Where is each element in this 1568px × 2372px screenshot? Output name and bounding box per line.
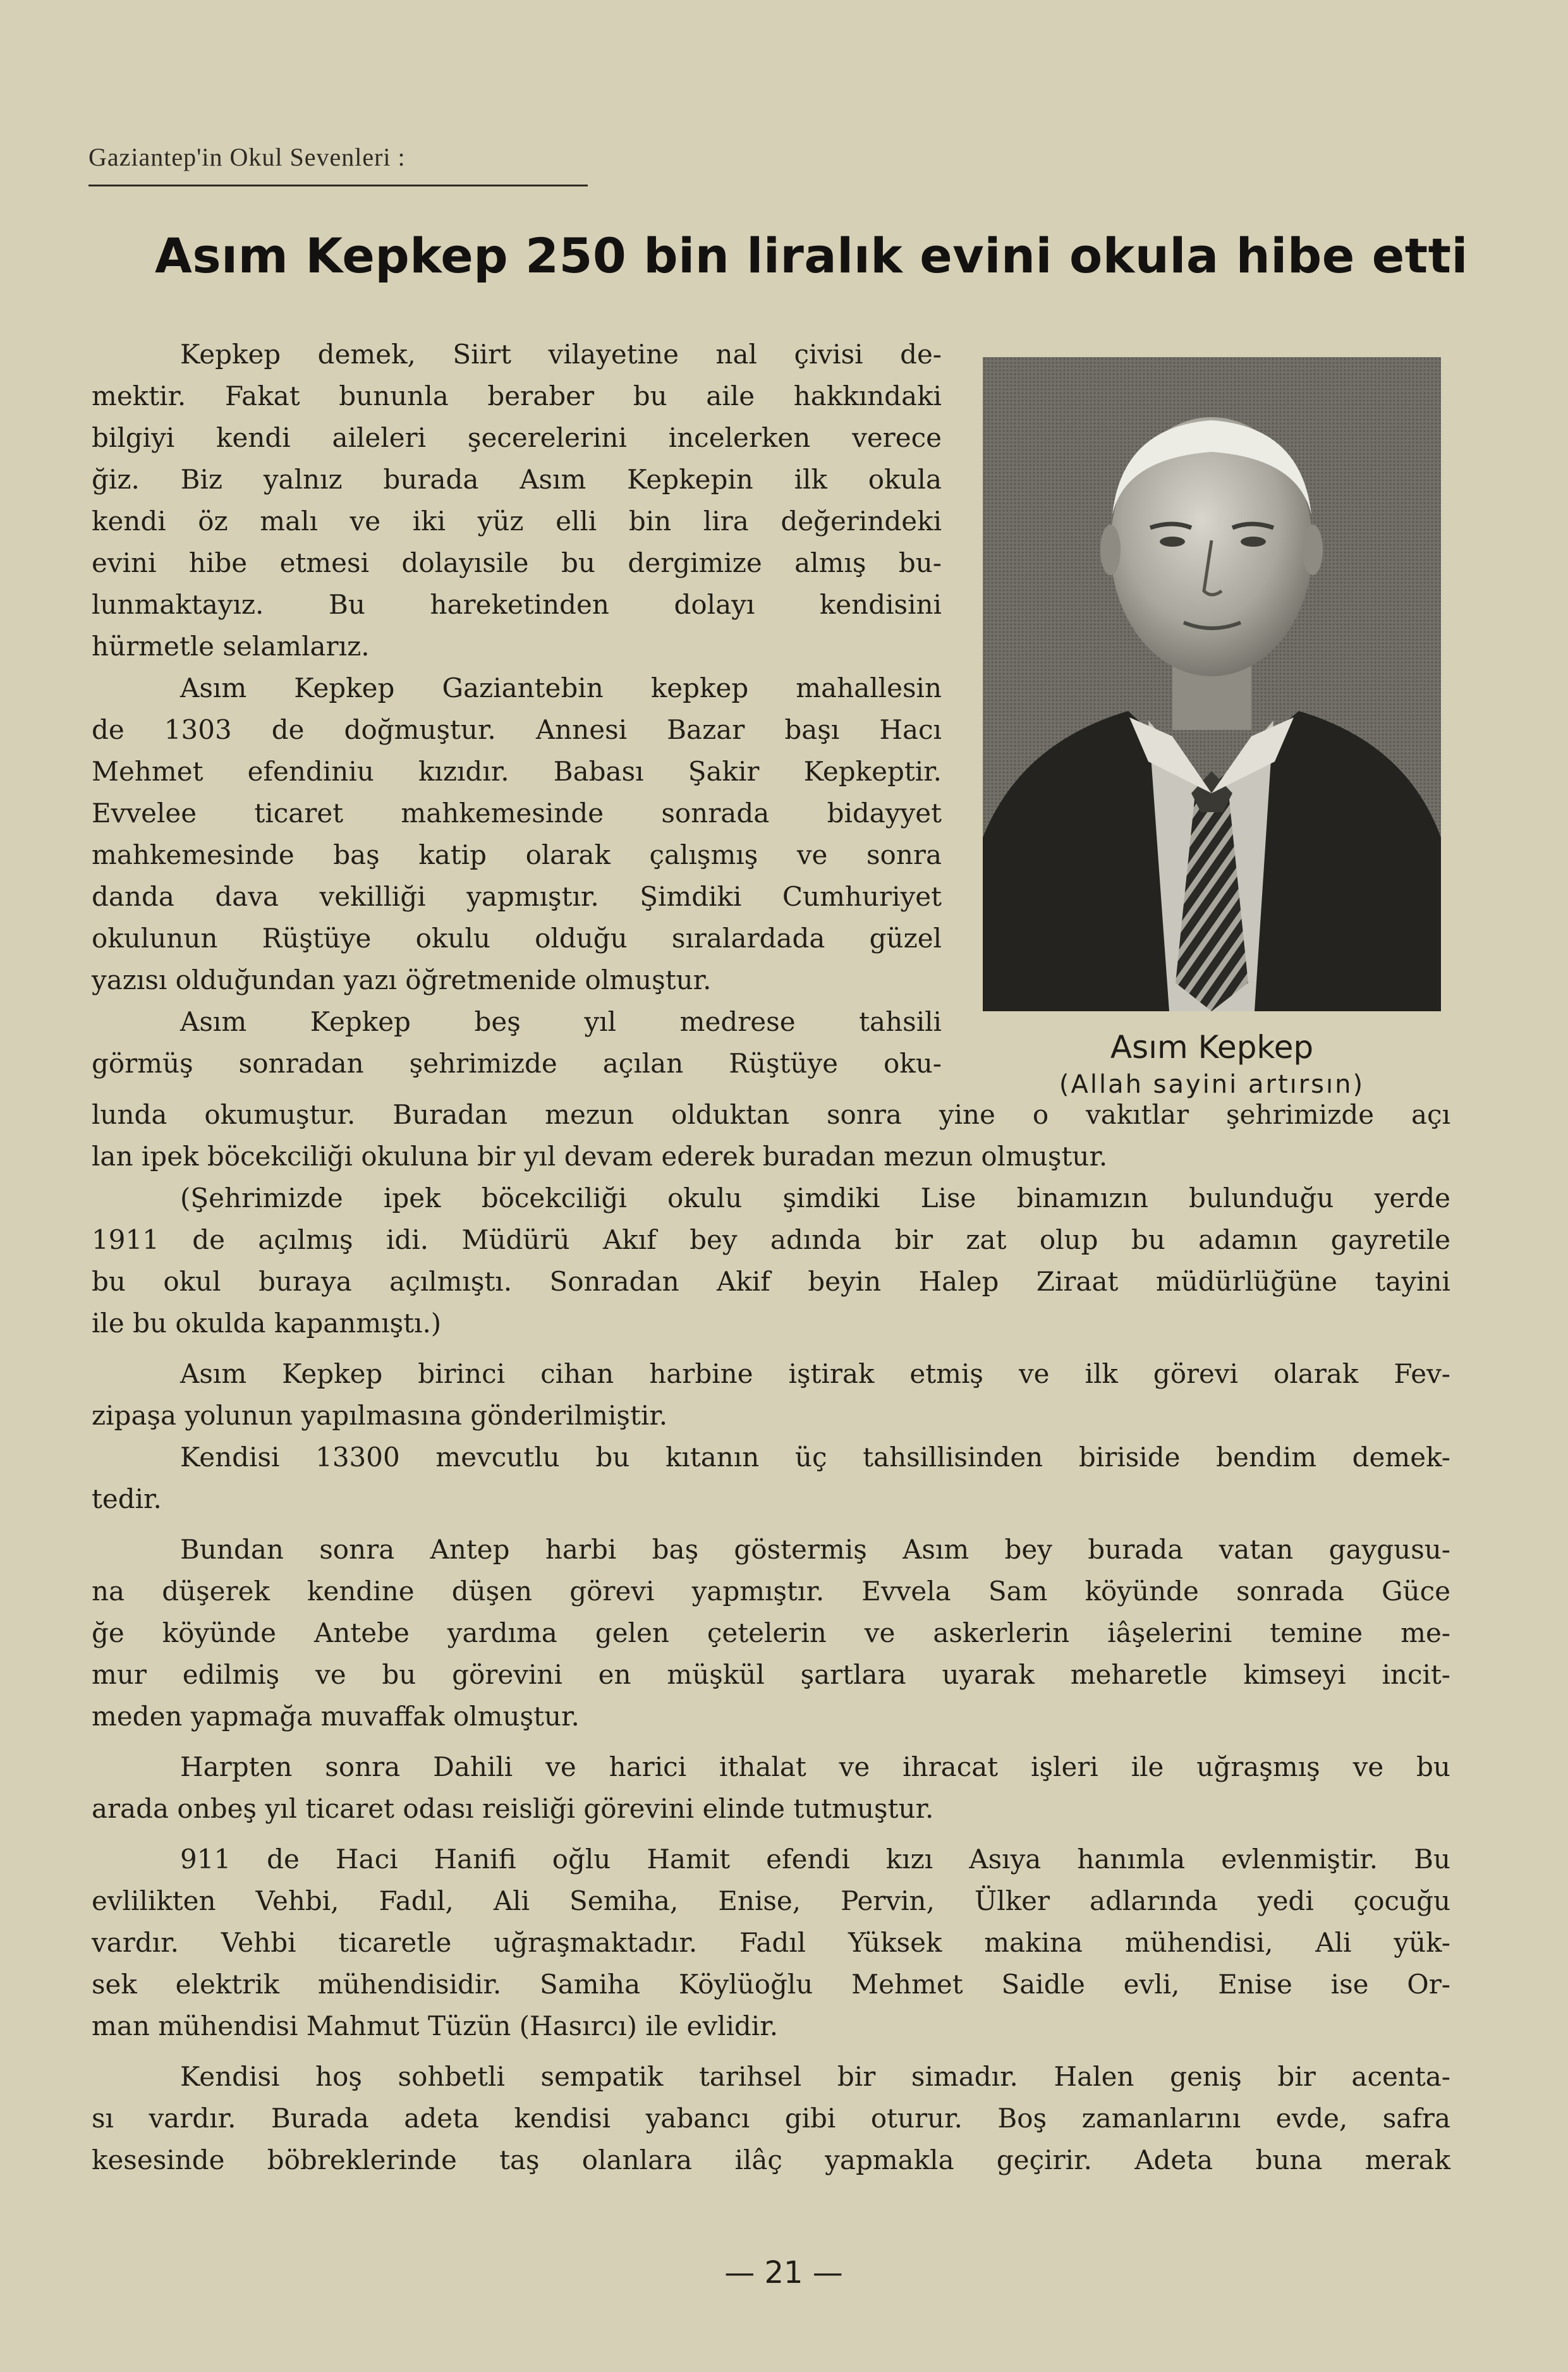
body-line: meden yapmağa muvaffak olmuştur. <box>92 1701 580 1732</box>
body-line: man mühendisi Mahmut Tüzün (Hasırcı) ile evlidir. <box>92 2010 779 2041</box>
body-line: 911 de Haci Hanifi oğlu Hamit efendi kızı Asıya hanımla evlenmiştir. Bu <box>180 1844 1450 1875</box>
body-line: bu okul buraya açılmıştı. Sonradan Akif beyin Halep Ziraat müdürlüğüne tayini <box>92 1266 1450 1297</box>
body-line: arada onbeş yıl ticaret odası reisliği görevini elinde tutmuştur. <box>92 1793 934 1824</box>
body-line: Asım Kepkep Gaziantebin kepkep mahallesin <box>180 672 942 703</box>
page-number: — 21 — <box>724 2255 843 2290</box>
header-underline <box>88 185 588 186</box>
section-header: Gaziantep'in Okul Sevenleri : <box>88 143 406 171</box>
body-line: Asım Kepkep beş yıl medrese tahsili <box>180 1006 942 1037</box>
body-line: zipaşa yolunun yapılmasına gönderilmiştir. <box>92 1400 668 1431</box>
body-line: sek elektrik mühendisidir. Samiha Köylüoğlu Mehmet Saidle evli, Enise ise Or- <box>92 1969 1450 2000</box>
body-line: görmüş sonradan şehrimizde açılan Rüştüye oku- <box>92 1048 942 1079</box>
body-line: Kepkep demek, Siirt vilayetine nal çivisi de- <box>180 339 942 370</box>
body-line: 1911 de açılmış idi. Müdürü Akıf bey adında bir zat olup bu adamın gayretile <box>92 1224 1450 1255</box>
body-line: mahkemesinde baş katip olarak çalışmış ve sonra <box>92 839 942 870</box>
body-line: evlilikten Vehbi, Fadıl, Ali Semiha, Enise, Pervin, Ülker adlarında yedi çocuğu <box>92 1885 1450 1916</box>
body-line: ile bu okulda kapanmıştı.) <box>92 1308 442 1339</box>
body-line: ğiz. Biz yalnız burada Asım Kepkepin ilk okula <box>92 464 942 495</box>
body-line: mur edilmiş ve bu görevini en müşkül şartlara uyarak meharetle kimseyi incit- <box>92 1659 1450 1690</box>
body-line: lunmaktayız. Bu hareketinden dolayı kendisini <box>92 589 942 620</box>
body-line: Harpten sonra Dahili ve harici ithalat ve ihracat işleri ile uğraşmış ve bu <box>180 1751 1450 1782</box>
body-line: Asım Kepkep birinci cihan harbine iştirak etmiş ve ilk görevi olarak Fev- <box>180 1358 1450 1389</box>
body-line: na düşerek kendine düşen görevi yapmıştır. Evvela Sam köyünde sonrada Güce <box>92 1576 1450 1607</box>
body-line: Kendisi 13300 mevcutlu bu kıtanın üç tahsillisinden biriside bendim demek- <box>180 1442 1450 1473</box>
body-line: tedir. <box>92 1483 162 1514</box>
body-line: vardır. Vehbi ticaretle uğraşmaktadır. Fadıl Yüksek makina mühendisi, Ali yük- <box>92 1927 1450 1958</box>
body-line: kesesinde böbreklerinde taş olanlara ilâç yapmakla geçirir. Adeta buna merak <box>92 2144 1450 2175</box>
photo-caption-subtitle: (Allah sayini artırsın) <box>1059 1070 1365 1099</box>
body-line: Mehmet efendiniu kızıdır. Babası Şakir Kepkeptir. <box>92 756 942 787</box>
body-line: ğe köyünde Antebe yardıma gelen çetelerin ve askerlerin iâşelerini temine me- <box>92 1617 1450 1648</box>
body-line: de 1303 de doğmuştur. Annesi Bazar başı Hacı <box>92 714 942 745</box>
body-line: sı vardır. Burada adeta kendisi yabancı gibi oturur. Boş zamanlarını evde, safra <box>92 2103 1450 2134</box>
body-line: lan ipek böcekciliği okuluna bir yıl devam ederek buradan mezun olmuştur. <box>92 1141 1108 1172</box>
body-line: kendi öz malı ve iki yüz elli bin lira değerindeki <box>92 506 942 537</box>
body-line: danda dava vekilliği yapmıştır. Şimdiki Cumhuriyet <box>92 881 942 912</box>
body-line: Bundan sonra Antep harbi baş göstermiş Asım bey burada vatan gaygusu- <box>180 1534 1450 1565</box>
body-line: Evvelee ticaret mahkemesinde sonrada bidayyet <box>92 798 942 829</box>
body-line: yazısı olduğundan yazı öğretmenide olmuştur. <box>92 964 712 995</box>
photo-caption-name: Asım Kepkep <box>1110 1029 1314 1066</box>
article-title: Asım Kepkep 250 bin liralık evini okula hibe etti <box>155 228 1468 284</box>
body-line: lunda okumuştur. Buradan mezun olduktan sonra yine o vakıtlar şehrimizde açı <box>92 1099 1450 1130</box>
portrait-photo <box>983 357 1441 1011</box>
body-line: okulunun Rüştüye okulu olduğu sıralardada güzel <box>92 923 942 954</box>
body-line: Kendisi hoş sohbetli sempatik tarihsel bir simadır. Halen geniş bir acenta- <box>180 2061 1450 2092</box>
body-line: bilgiyi kendi aileleri şecerelerini incelerken verece <box>92 422 942 453</box>
body-line: hürmetle selamlarız. <box>92 631 370 662</box>
body-line: mektir. Fakat bununla beraber bu aile hakkındaki <box>92 380 942 411</box>
body-line: evini hibe etmesi dolayısile bu dergimize almış bu- <box>92 547 942 578</box>
body-line: (Şehrimizde ipek böcekciliği okulu şimdiki Lise binamızın bulunduğu yerde <box>180 1183 1450 1213</box>
